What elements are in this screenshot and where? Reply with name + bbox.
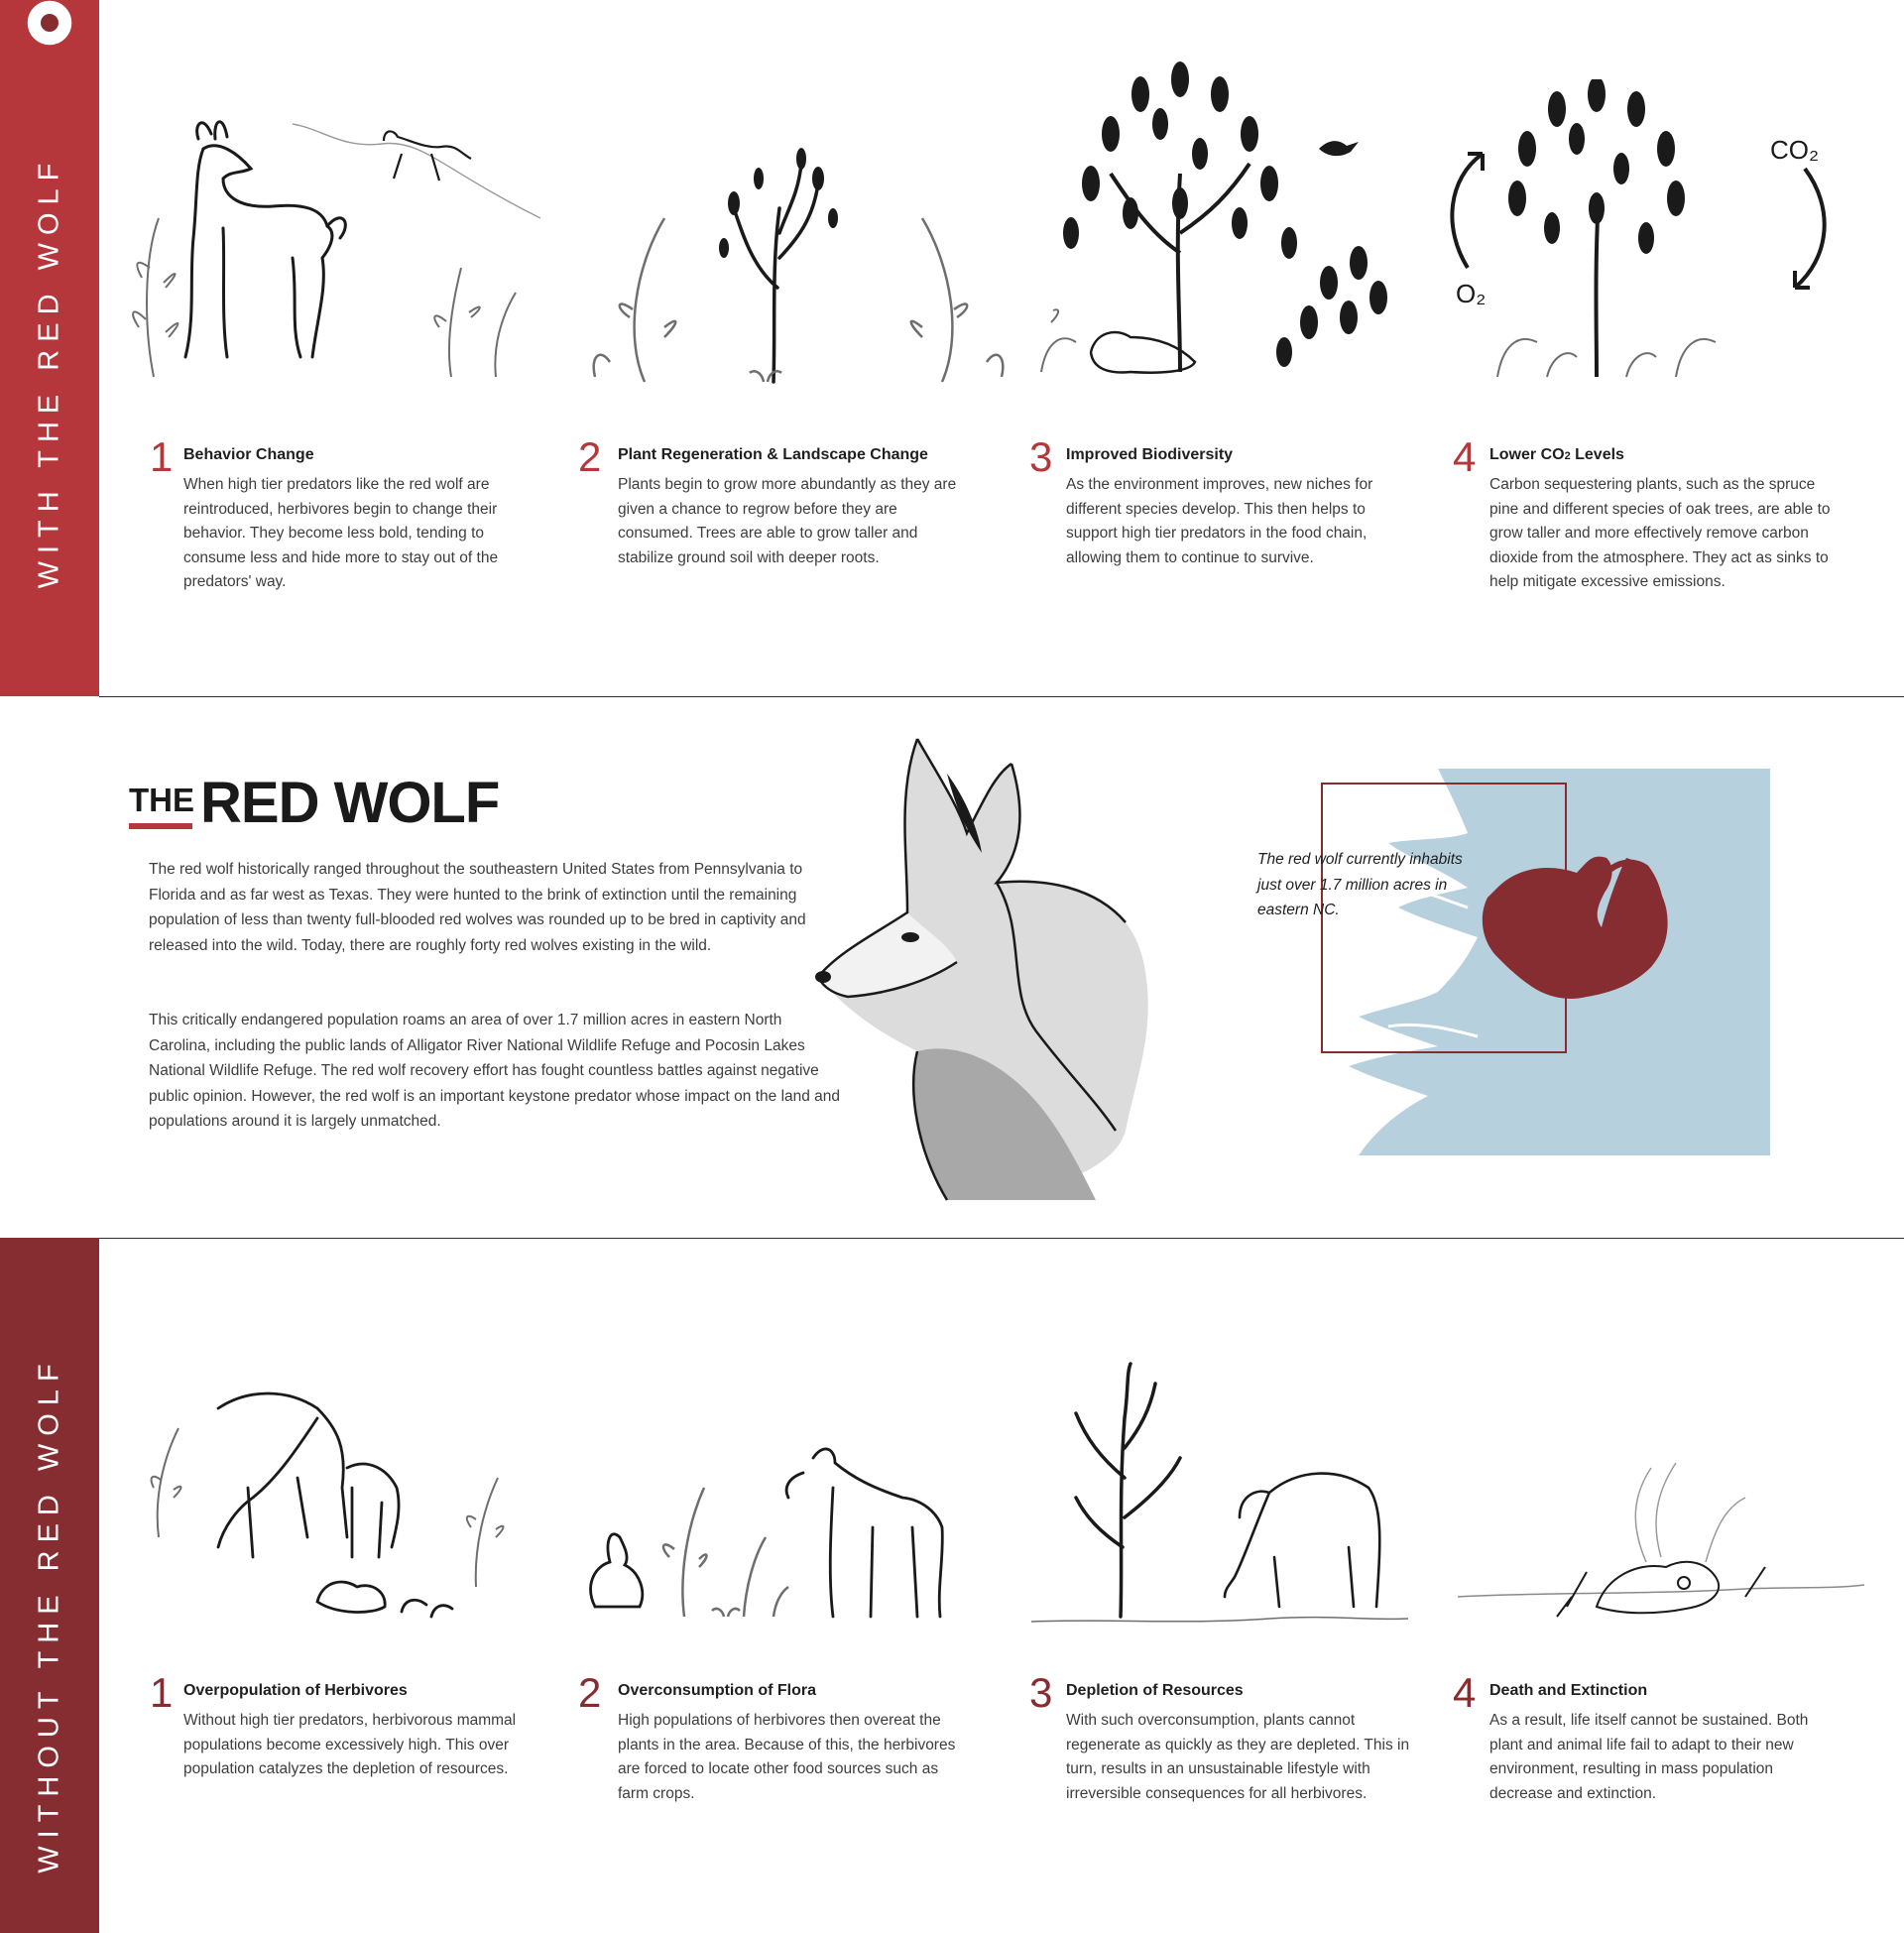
- deer-and-wolf-illustration: [124, 109, 540, 397]
- depleted-resources-illustration: [1031, 1359, 1408, 1627]
- step-description: Plants begin to grow more abundantly as they are given a chance to regrow before they are consumed. Trees are able to grow taller and stabilize ground soil with deeper roots.: [618, 476, 957, 566]
- step-description: When high tier predators like the red wolf are reintroduced, herbivores begin to change their behavior. They become less bold, tending to consume less and hide more to stay out of the predators' way.: [183, 476, 499, 590]
- step-title: Behavior Change: [183, 446, 314, 463]
- map-caption: The red wolf currently inhabits just over 1.7 million acres in eastern NC.: [1257, 851, 1463, 918]
- o2-label: O₂: [1456, 279, 1487, 308]
- co2-label: CO₂: [1770, 135, 1820, 165]
- step-description: With such overconsumption, plants cannot regenerate as quickly as they are depleted. This in turn, results in an unsustainable lifestyle with irreversible consequences for all herbivores.: [1066, 1712, 1410, 1802]
- red-wolf-head-illustration: [798, 734, 1195, 1210]
- section-divider: [99, 696, 1904, 697]
- step-title: Lower CO2 Levels: [1489, 446, 1624, 463]
- without-red-wolf-label: WITHOUT THE RED WOLF: [33, 1356, 65, 1873]
- step-title: Plant Regeneration & Landscape Change: [618, 446, 928, 463]
- step-description: As a result, life itself cannot be sustained. Both plant and animal life fail to adapt to their new environment, resulting in mass population decrease and extinction.: [1489, 1712, 1809, 1802]
- step-description: High populations of herbivores then overeat the plants in the area. Because of this, the herbivores are forced to locate other food sources such as farm crops.: [618, 1712, 956, 1802]
- step-title: Depletion of Resources: [1066, 1682, 1244, 1699]
- with-red-wolf-band: [0, 0, 99, 696]
- step-number: 4: [1453, 1669, 1477, 1716]
- title-the: THE: [129, 782, 194, 818]
- biodiversity-tree-illustration: [1031, 55, 1408, 402]
- step-number: 1: [150, 1669, 174, 1716]
- intro-paragraph-2: This critically endangered population roams an area of over 1.7 million acres in eastern North Carolina, including the public lands of Alligator River National Wildlife Refuge and Pocosin Lakes National Wildlife Refuge. The red wolf recovery effort has fought countless battles against negative public opinion. However, the red wolf is an important keystone predator whose impact on the land and populations around it is largely unmatched.: [149, 1012, 841, 1130]
- intro-paragraph-1: The red wolf historically ranged throughout the southeastern United States from Pennsylvania to Florida and as far west as Texas. They were hunted to the brink of extinction until the remaining population of less than twenty full-blooded red wolves was rounded up to be bred in captivity and released into the wild. Today, there are roughly forty red wolves existing in the wild.: [149, 861, 806, 954]
- step-title: Overconsumption of Flora: [618, 1682, 817, 1699]
- without-red-wolf-band: [0, 1238, 99, 1933]
- eastern-nc-map: [1319, 769, 1770, 1155]
- step-number: 3: [1029, 433, 1053, 480]
- step-title: Improved Biodiversity: [1066, 446, 1234, 463]
- step-title: Death and Extinction: [1489, 1682, 1648, 1699]
- title-underline: [129, 823, 192, 829]
- step-number: 3: [1029, 1669, 1053, 1716]
- step-title: Overpopulation of Herbivores: [183, 1682, 408, 1699]
- step-number: 4: [1453, 433, 1477, 480]
- step-description: Without high tier predators, herbivorous mammal populations become excessively high. This over population catalyzes the depletion of resources.: [183, 1712, 517, 1777]
- step-number: 2: [578, 433, 602, 480]
- step-description: As the environment improves, new niches for different species develop. This then helps to support high tier predators in the food chain, allowing them to continue to survive.: [1066, 476, 1373, 566]
- title-red-wolf: RED WOLF: [200, 771, 500, 835]
- step-description: Carbon sequestering plants, such as the spruce pine and different species of oak trees, are able to grow taller and more effectively remove carbon dioxide from the atmosphere. They act as sinks to help mitigate excessive emissions.: [1489, 476, 1831, 590]
- plant-regeneration-illustration: [585, 139, 1012, 397]
- co2-tree-illustration: [1428, 79, 1864, 397]
- overpopulated-herbivores-illustration: [149, 1389, 526, 1627]
- overconsumed-flora-illustration: [575, 1428, 982, 1627]
- death-extinction-illustration: [1448, 1428, 1864, 1627]
- target-circle-icon: [27, 0, 72, 46]
- with-red-wolf-label: WITH THE RED WOLF: [33, 155, 65, 589]
- section-divider: [99, 1238, 1904, 1239]
- step-number: 1: [150, 433, 174, 480]
- step-number: 2: [578, 1669, 602, 1716]
